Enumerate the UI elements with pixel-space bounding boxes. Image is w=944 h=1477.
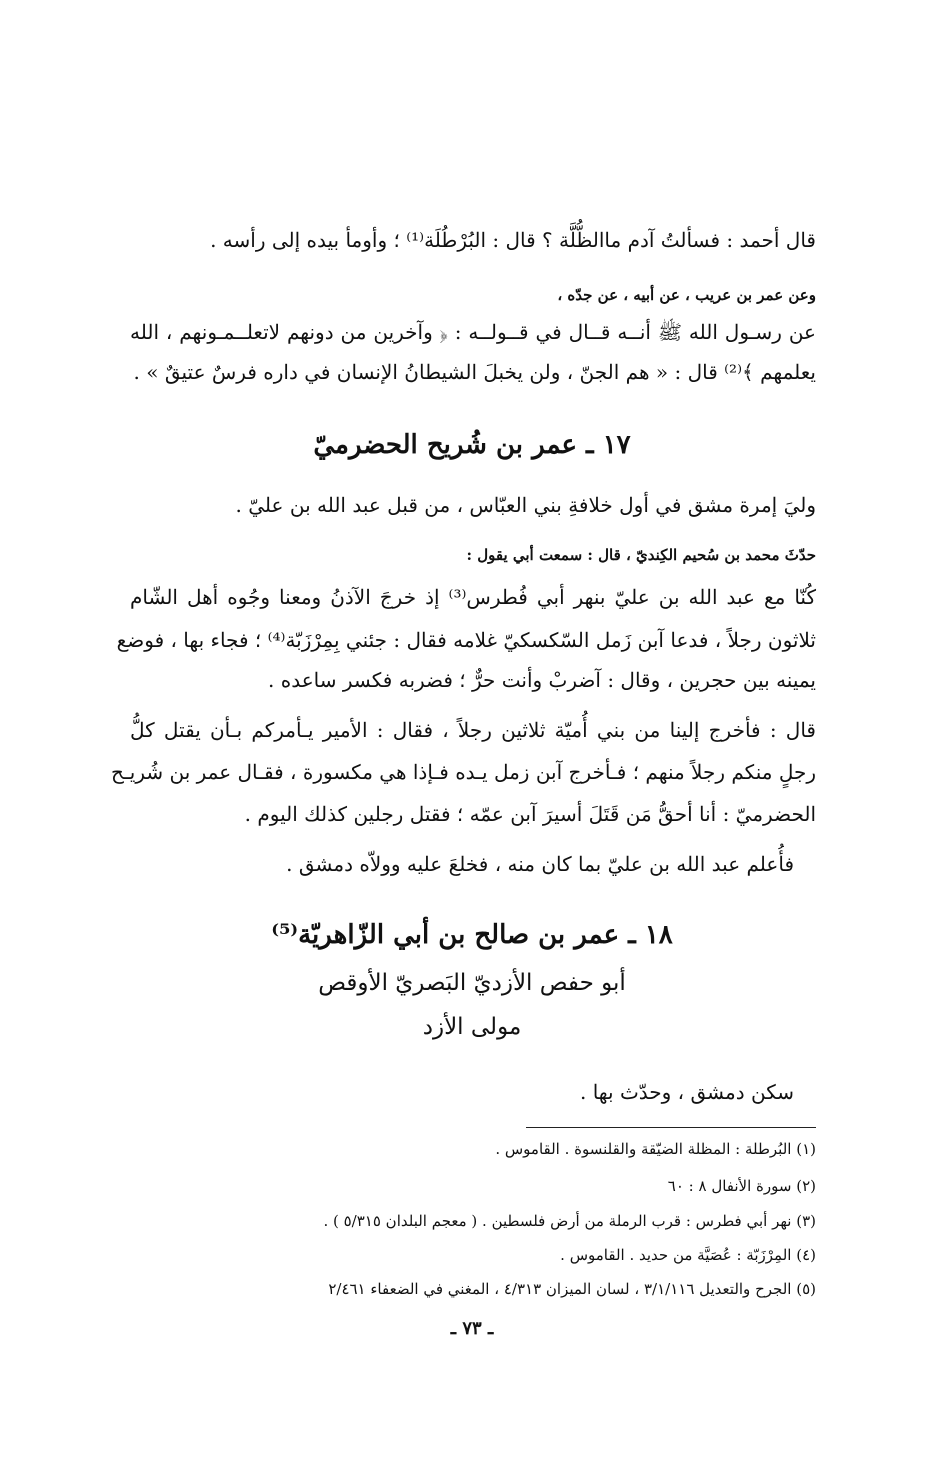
entry-17-para2-line1: قال : فأخرج إلينا من بني أُميّة ثلاثين رجلاً ، فقال : الأمير يـأمركم بـأن يقتل كلُّ <box>130 718 816 742</box>
entry-17-heading: ١٧ ـ عمر بن شُريح الحضرميّ <box>313 430 631 460</box>
entry-17-para1-line1: كُنّا مع عبد الله بن عليّ بنهر أبي فُطرس⁽³⁾ إذ خرجَ الآذنُ ومعنا وجُوه أهل الشّام <box>130 585 816 609</box>
intro-isnad: وعن عمر بن عريب ، عن أبيه ، عن جدّه ، <box>557 286 816 304</box>
footnote-separator <box>526 1127 816 1128</box>
entry-17-line-1: وليَ إمرة مشق في أول خلافةِ بني العبّاس ، من قبل عبد الله بن عليّ . <box>235 493 816 517</box>
footnote-5: (٥) الجرح والتعديل ٣/١/١١٦ ، لسان الميزان ٤/٣١٣ ، المغني في الضعفاء ٢/٤٦١ <box>328 1280 816 1298</box>
footnote-3: (٣) نهر أبي فطرس : قرب الرملة من أرض فلسطين . ( معجم البلدان ٥/٣١٥ ) . <box>323 1212 816 1230</box>
entry-18-subheading-2: مولى الأزد <box>422 1014 522 1040</box>
footnote-1: (١) البُرطلة : المظلة الضيّقة والقلنسوة . القاموس . <box>495 1140 816 1158</box>
entry-17-para3-line1: فأُعلم عبد الله بن عليّ بما كان منه ، فخلعَ عليه وولاّه دمشق . <box>286 852 794 876</box>
entry-18-heading: ١٨ ـ عمر بن صالح بن أبي الزّاهريّة⁽⁵⁾ <box>271 920 673 950</box>
intro-line-1: قال أحمد : فسألتُ آدم ماالظُّلَّة ؟ قال : البُرْطُلَة⁽¹⁾ ؛ وأومأ بيده إلى رأسه . <box>210 228 816 252</box>
page-number: ـ ٧٣ ـ <box>450 1318 494 1339</box>
footnote-2: (٢) سورة الأنفال ٨ : ٦٠ <box>667 1177 816 1195</box>
entry-18-subheading-1: أبو حفص الأزديّ البَصريّ الأوقص <box>318 970 626 996</box>
entry-18-line-1: سكن دمشق ، وحدّث بها . <box>580 1080 794 1104</box>
entry-17-para1-line2: ثلاثون رجلاً ، فدعا آبن زَمل السّكسكيّ غلامه فقال : جئني بِمِرْزَبّة⁽⁴⁾ ؛ فجاء بها ، فوضع <box>116 628 816 652</box>
entry-17-para2-line2: رجلٍ منكم رجلاً منهم ؛ فـأخرج آبن زمل يـده فـإذا هي مكسورة ، فقـال عمر بن شُريـح <box>111 760 816 784</box>
entry-17-para1-line3: يمينه بين حجرين ، وقال : آضربْ وأنت حرٌّ ؛ فضربه فكسر ساعده . <box>268 668 816 692</box>
intro-line-2: عن رسـول الله ﷺ أنــه قــال في قــولــه : ﴿ وآخرين من دونهم لاتعلــمـونهم ، الله <box>130 320 816 344</box>
footnote-4: (٤) المِرْزَبّة : عُصَيَّة من حديد . القاموس . <box>560 1246 816 1264</box>
entry-17-para2-line3: الحضرميّ : أنا أحقُّ مَن قَتَلَ أسيرَ آبن عمّه ؛ فقتل رجلين كذلك اليوم . <box>244 802 816 826</box>
intro-line-3: يعلمهم ﴾⁽²⁾ قال : « هم الجنّ ، ولن يخبلَ الشيطانُ الإنسان في داره فرسٌ عتيقٌ » . <box>133 360 816 384</box>
entry-17-isnad: حدّثَ محمد بن سُحيم الكِنديّ ، قال : سمعت أبي يقول : <box>466 546 816 564</box>
